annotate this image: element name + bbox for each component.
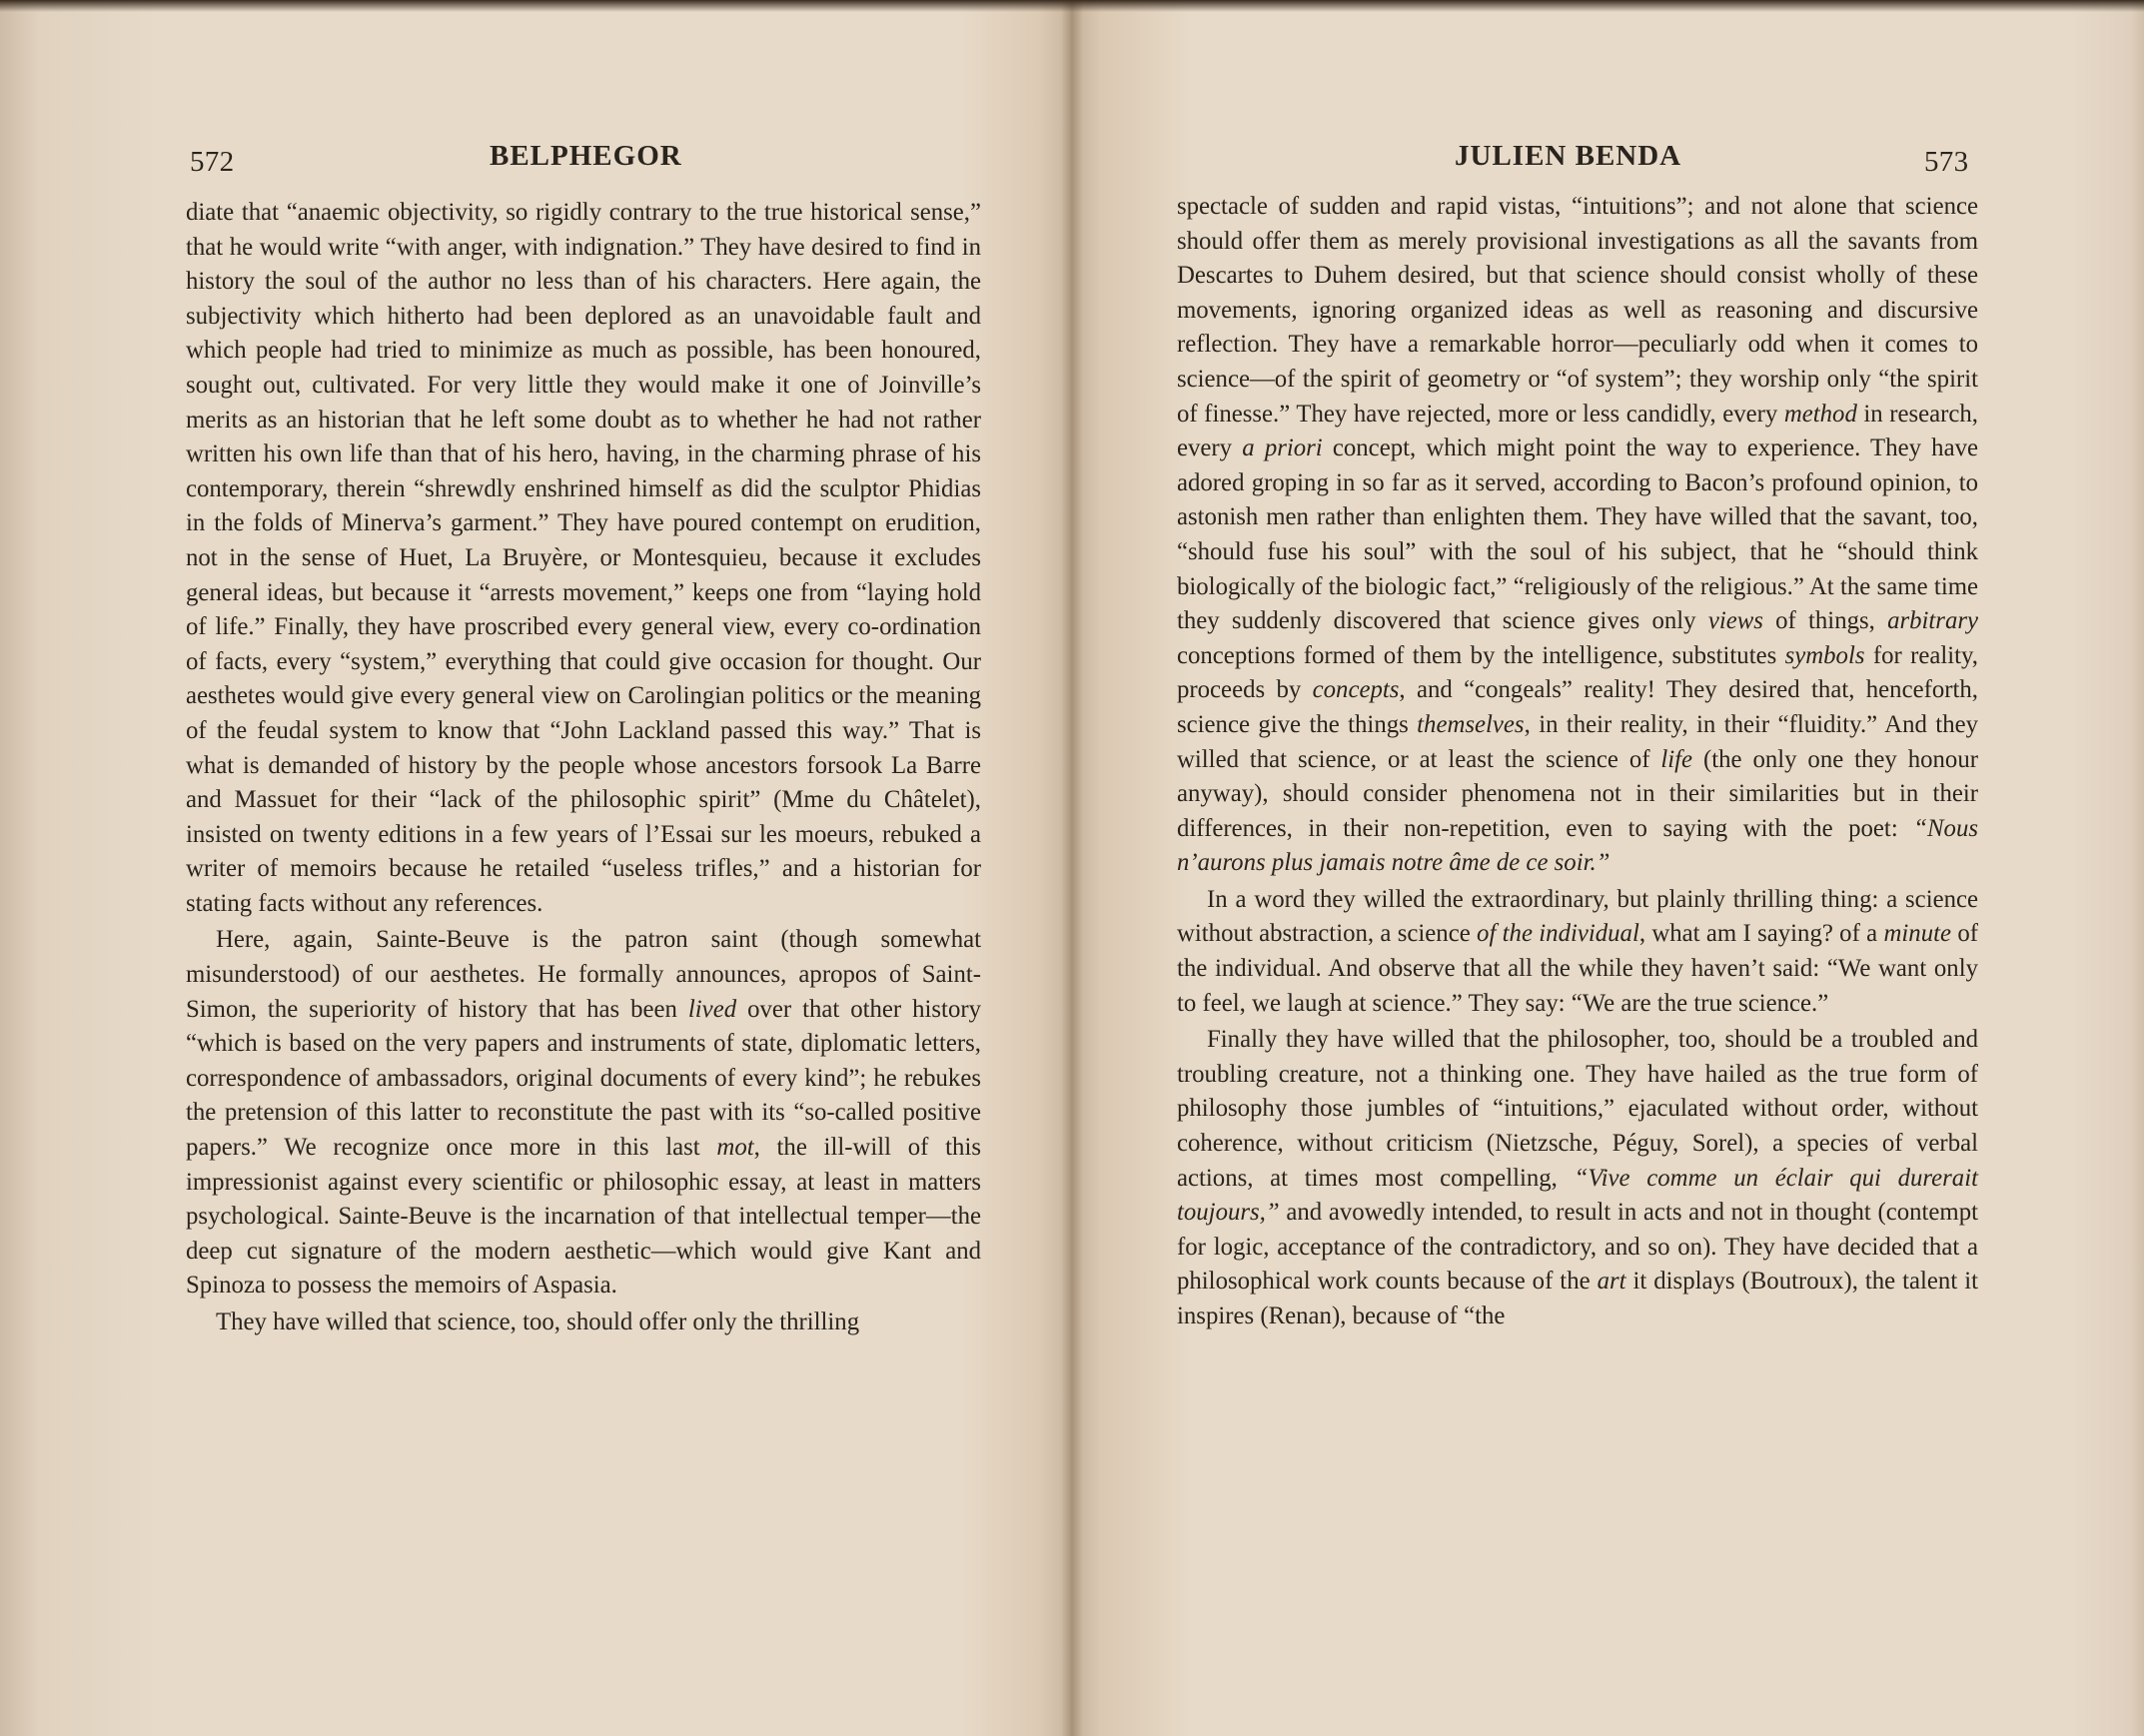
text-segment: over that other history “which is based on the very papers and instruments of state, diplomatic letters, correspondence of ambassadors, original documents of every kind”; he rebukes the pretension of this latter to reconstitute the past with its “so-called positive papers.” We recognize once more in this last [186,995,981,1162]
paragraph [1177,1023,1978,1333]
text-segment: spectacle of sudden and rapid vistas, “intuitions”; and not alone that science should offer them as merely provisional investigations as all the savants from Descartes to Duhem desired, but that science should consist wholly of these movements, ignoring organized ideas as well as reasoning and discursive reflection. They have a remarkable horror—peculiarly odd when it comes to science—of the spirit of geometry or “of system”; they worship only “the spirit of finesse.” They have rejected, more or less candidly, every [1177,193,1978,428]
paragraph [1177,883,1978,1021]
italic-text: of the individual [1477,920,1639,948]
page-number: 573 [1924,146,1969,178]
left-page-body [186,196,981,1340]
text-segment: , what am I saying? of a [1638,920,1884,948]
italic-text: mot [716,1134,754,1162]
left-page [0,0,1071,1736]
italic-text: lived [687,995,737,1023]
italic-text: a priori [1242,434,1323,462]
text-segment: for reality, proceeds by [1177,641,1978,704]
text-segment: In a word they willed the extraordinary, but plainly thrilling thing: a science without abstraction, a science [1177,885,1978,948]
text-segment: conceptions formed of them by the intelligence, substitutes [1177,641,1785,669]
paragraph [186,1305,981,1340]
right-page-body [1177,190,1978,1334]
italic-text: concepts [1312,676,1400,704]
text-segment: , and “congeals” reality! They desired that, henceforth, science give the things [1177,676,1978,738]
text-segment: in research, every [1177,400,1978,462]
left-page-header [190,140,989,180]
text-segment: of things, [1762,607,1888,635]
italic-text: method [1783,400,1857,428]
text-segment: Finally they have willed that the philosopher, too, should be a troubled and troubling creature, not a thinking one. They have hailed as the true form of philosophy those jumbles of “intuitions,” ejaculated without order, without coherence, without criticism (Nietzsche, Péguy, Sorel), a species of verbal actions, at times most compelling, [1177,1026,1978,1192]
text-segment: Here, again, Sainte-Beuve is the patron saint (though somewhat misunderstood) of our aesthetes. He formally announces, apropos of Saint-Simon, the superiority of history that has been [186,926,981,1023]
italic-text: “Nous n’aurons plus jamais notre âme de ce soir.” [1177,814,1978,877]
text-segment: diate that “anaemic objectivity, so rigidly contrary to the true historical sense,” that he would write “with anger, with indignation.” They have desired to find in history the soul of the author no less than of his characters. Here again, the subjectivity which hitherto had been deplored as an unavoidable fault and which people had tried to minimize as much as possible, has been honoured, sought out, cultivated. For very little they would make it one of Joinville’s merits as an historian that he left some doubt as to whether he had not rather written his own life than that of his hero, having, in the charming phrase of his contemporary, therein “shrewdly enshrined himself as did the sculptor Phidias in the folds of Minerva’s garment.” They have poured contempt on erudition, not in the sense of Huet, La Bruyère, or Montesquieu, because it excludes general ideas, but because it “arrests movement,” keeps one from “laying hold of life.” Finally, they have proscribed every general view, every co-ordination of facts, every “system,” everything that could give occasion for thought. Our aesthetes would give every general view on Carolingian politics or the meaning of the feudal system to know that “John Lackland passed this way.” That is what is demanded of history by the people whose ancestors forsook La Barre and Massuet for their “lack of the philosophic spirit” (Mme du Châtelet), insisted on twenty editions in a few years of l’Essai sur les moeurs, rebuked a writer of memoirs because he retailed “useless trifles,” and a historian for stating facts without any references. [186,199,981,917]
paragraph [1177,190,1978,881]
book-gutter [1061,0,1083,1736]
page-number: 572 [190,146,235,178]
text-segment: and avowedly intended, to result in acts and not in thought (contempt for logic, acceptance of the contradictory, and so on). They have decided that a philosophical work counts because of the [1177,1199,1978,1296]
right-page [1071,0,2144,1736]
paragraph [186,196,981,921]
italic-text: “Vive comme un éclair qui durerait toujours,” [1177,1164,1978,1227]
right-page-header [1071,140,2144,180]
text-segment: They have willed that science, too, should offer only the thrilling [216,1308,860,1335]
italic-text: life [1660,745,1693,773]
running-head: JULIEN BENDA [1455,140,1682,172]
italic-text: arbitrary [1887,607,1979,635]
running-head: BELPHEGOR [490,140,682,172]
top-edge-shadow [0,0,2144,12]
italic-text: themselves [1417,710,1525,738]
italic-text: views [1707,607,1763,635]
italic-text: minute [1883,920,1951,948]
italic-text: symbols [1784,641,1865,669]
text-segment: , the ill-will of this impressionist against every scientific or philosophic essay, at least in matters psychological. Sainte-Beuve is the incarnation of that intellectual temper—the deep cut signature of the modern aesthetic—which would give Kant and Spinoza to possess the memoirs of Aspasia. [186,1134,981,1300]
text-segment: it displays (Boutroux), the talent it inspires (Renan), because of “the [1177,1268,1978,1329]
text-segment: of the individual. And observe that all the while they haven’t said: “We want only to feel, we laugh at science.” They say: “We are the true science.” [1177,920,1978,1017]
text-segment: , in their reality, in their “fluidity.” And they willed that science, or at least the science of [1177,710,1978,773]
paragraph [186,923,981,1303]
italic-text: art [1597,1268,1626,1296]
text-segment: concept, which might point the way to experience. They have adored groping in so far as it served, according to Bacon’s profound opinion, to astonish men rather than enlighten them. They have willed that the savant, too, “should fuse his soul” with the soul of his subject, that he “should think biologically of the biologic fact,” “religiously of the religious.” At the same time they suddenly discovered that science gives only [1177,434,1978,635]
text-segment: (the only one they honour anyway), should consider phenomena not in their similarities but in their differences, in their non-repetition, even to saying with the poet: [1177,745,1978,842]
